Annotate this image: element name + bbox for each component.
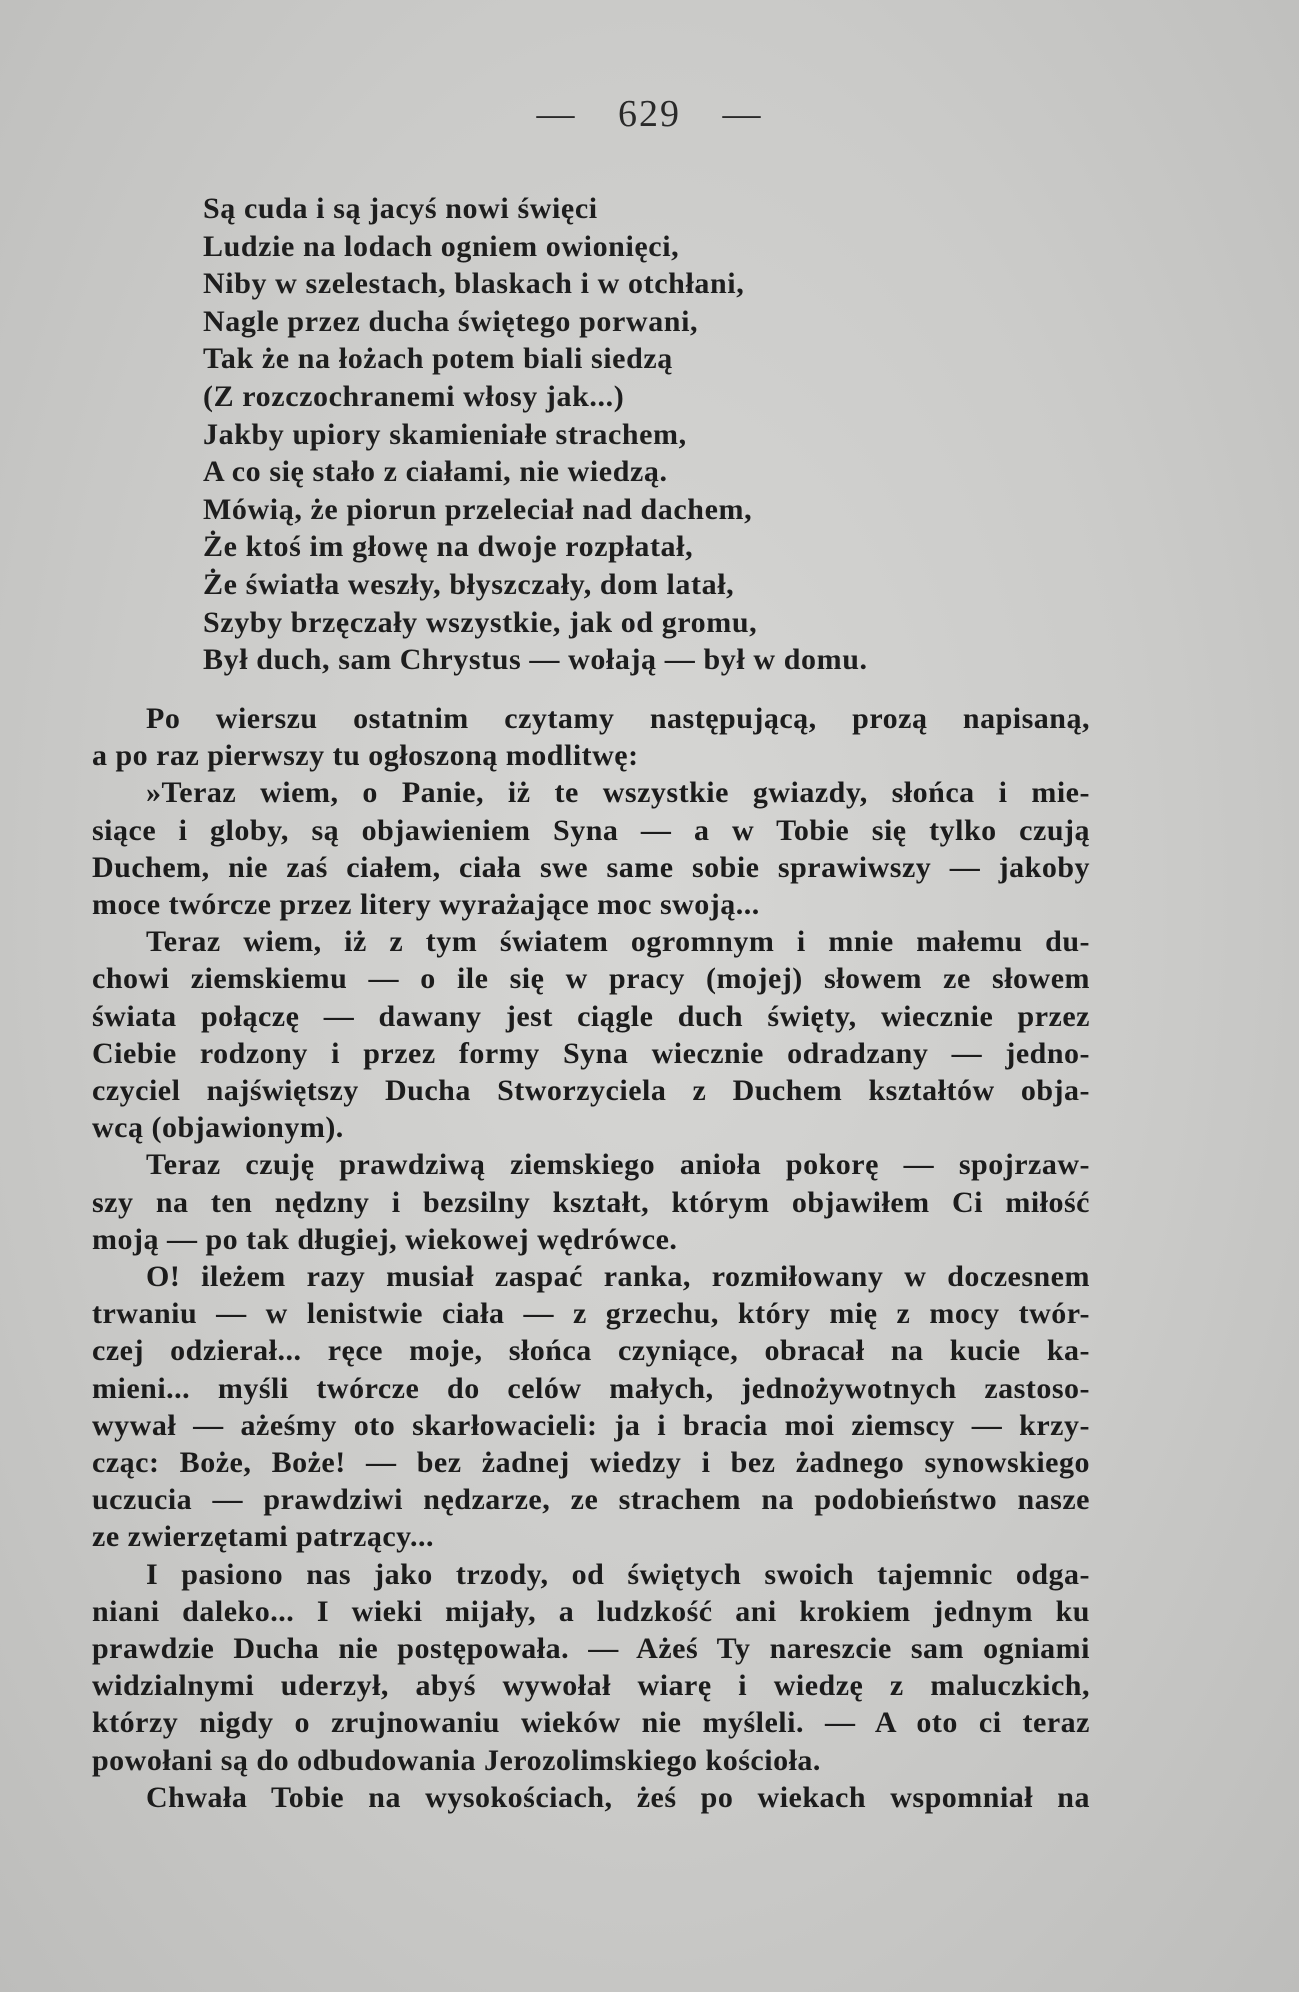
poem-line: Nagle przez ducha świętego porwani, <box>203 304 699 338</box>
prose-line: moją — po tak długiej, wiekowej wędrówce. <box>92 1222 678 1256</box>
prose-line: Chwała Tobie na wysokościach, żeś po wiekach wspomniał na <box>146 1780 1090 1814</box>
page-number: 629 <box>618 93 681 135</box>
prose-line: niani daleko... I wieki mijały, a ludzkość ani krokiem jednym ku <box>92 1594 1090 1628</box>
prose-line: prawdzie Ducha nie postępowała. — Ażeś Ty nareszcie sam ogniami <box>92 1632 1090 1666</box>
prose-line: widzialnymi uderzył, abyś wywołał wiarę i wiedzę z maluczkich, <box>92 1669 1090 1703</box>
prose-line: którzy nigdy o zrujnowaniu wieków nie myśleli. — A oto ci teraz <box>92 1706 1090 1740</box>
header-dash-right: — <box>722 93 763 135</box>
poem-line: Jakby upiory skamieniałe strachem, <box>203 417 687 451</box>
prose-line: chowi ziemskiemu — o ile się w pracy (mojej) słowem ze słowem <box>92 962 1090 996</box>
prose-body <box>92 700 1090 1816</box>
prose-line: Duchem, nie zaś ciałem, ciała swe same sobie sprawiwszy — jakoby <box>92 850 1090 884</box>
prose-line: siące i globy, są objawieniem Syna — a w Tobie się tylko czują <box>92 813 1090 847</box>
prose-line: I pasiono nas jako trzody, od świętych swoich tajemnic odga- <box>146 1557 1090 1591</box>
prose-line: wywał — ażeśmy oto skarłowacieli: ja i bracia moi ziemscy — krzy- <box>92 1408 1090 1442</box>
poem-line: Tak że na łożach potem biali siedzą <box>203 342 673 376</box>
prose-line: »Teraz wiem, o Panie, iż te wszystkie gwiazdy, słońca i mie- <box>146 776 1090 810</box>
poem-line: Że światła weszły, błyszczały, dom latał, <box>203 567 735 601</box>
poem <box>203 190 1163 679</box>
poem-line: Mówią, że piorun przeleciał nad dachem, <box>203 492 753 526</box>
header-dash-left: — <box>536 93 577 135</box>
poem-line: Ludzie na lodach ogniem owionięci, <box>203 229 680 263</box>
prose-line: a po raz pierwszy tu ogłoszoną modlitwę: <box>92 739 639 773</box>
prose-line: Teraz czuję prawdziwą ziemskiego anioła pokorę — spojrzaw- <box>146 1148 1090 1182</box>
prose-line: Teraz wiem, iż z tym światem ogromnym i mnie małemu du- <box>146 925 1090 959</box>
prose-line: świata połączę — dawany jest ciągle duch święty, wiecznie przez <box>92 999 1090 1033</box>
prose-line: trwaniu — w lenistwie ciała — z grzechu, który mię z mocy twór- <box>92 1297 1090 1331</box>
poem-line: Był duch, sam Chrystus — wołają — był w domu. <box>203 643 868 677</box>
prose-line: czyciel najświętszy Ducha Stworzyciela z Duchem kształtów obja- <box>92 1074 1090 1108</box>
prose-line: Ciebie rodzony i przez formy Syna wiecznie odradzany — jedno- <box>92 1036 1090 1070</box>
prose-line: wcą (objawionym). <box>92 1111 344 1145</box>
page-header <box>0 92 1299 136</box>
prose-line: powołani są do odbudowania Jerozolimskiego kościoła. <box>92 1743 821 1777</box>
poem-line: (Z rozczochranemi włosy jak...) <box>203 379 625 413</box>
poem-line: A co się stało z ciałami, nie wiedzą. <box>203 455 668 489</box>
prose-line: mieni... myśli twórcze do celów małych, jednożywotnych zastoso- <box>92 1371 1090 1405</box>
prose-line: O! ileżem razy musiał zaspać ranka, rozmiłowany w doczesnem <box>146 1260 1090 1294</box>
prose-line: Po wierszu ostatnim czytamy następującą, prozą napisaną, <box>146 702 1090 735</box>
poem-line: Niby w szelestach, blaskach i w otchłani, <box>203 267 745 301</box>
prose-line: uczucia — prawdziwi nędzarze, ze strachem na podobieństwo nasze <box>92 1483 1090 1517</box>
poem-line: Że ktoś im głowę na dwoje rozpłatał, <box>203 530 694 564</box>
poem-line: Są cuda i są jacyś nowi święci <box>203 192 598 225</box>
prose-line: szy na ten nędzny i bezsilny kształt, którym objawiłem Ci miłość <box>92 1185 1090 1219</box>
prose-line: cząc: Boże, Boże! — bez żadnej wiedzy i bez żadnego synowskiego <box>92 1446 1090 1480</box>
prose-line: ze zwierzętami patrzący... <box>92 1520 434 1554</box>
prose-line: czej odzierał... ręce moje, słońca czyniące, obracał na kucie ka- <box>92 1334 1090 1368</box>
prose-line: moce twórcze przez litery wyrażające moc swoją... <box>92 888 760 922</box>
poem-line: Szyby brzęczały wszystkie, jak od gromu, <box>203 605 758 639</box>
